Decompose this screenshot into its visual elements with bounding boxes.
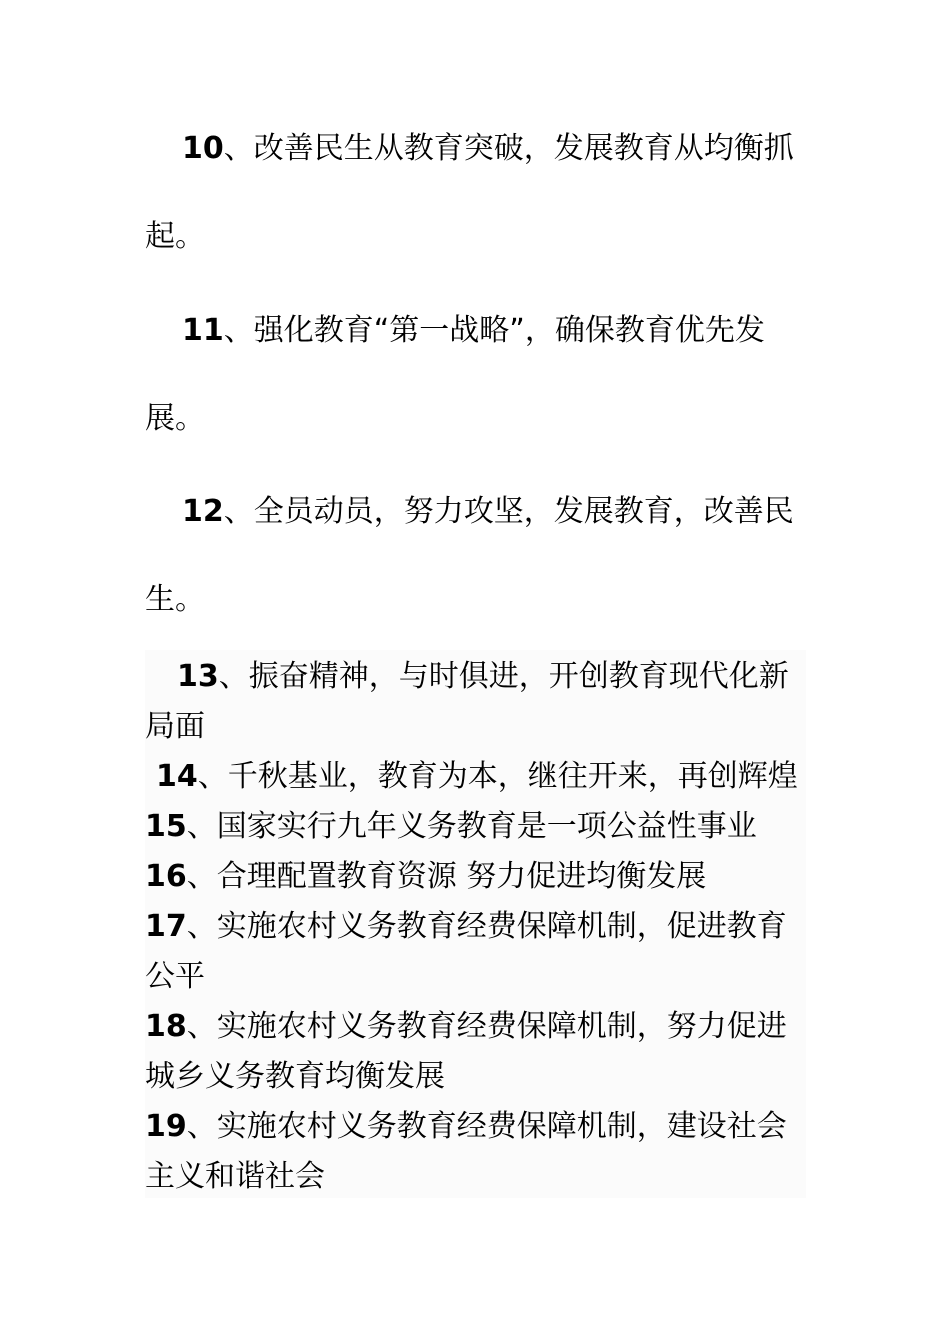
item-text-continuation: 展。	[145, 401, 205, 436]
item-text: 、实施农村义务教育经费保障机制，努力促进	[186, 1009, 787, 1044]
item-number: 12	[182, 494, 224, 529]
item-number: 11	[182, 313, 224, 348]
item-number: 18	[145, 1009, 187, 1044]
list-item	[145, 313, 810, 436]
item-number: 16	[145, 859, 187, 894]
list-item	[145, 752, 810, 802]
item-text: 、振奋精神，与时俱进，开创教育现代化新	[218, 659, 789, 694]
item-text: 、改善民生从教育突破，发展教育从均衡抓	[223, 131, 794, 166]
list-item	[145, 494, 810, 617]
list-item	[145, 802, 810, 852]
item-text: 、全员动员，努力攻坚，发展教育，改善民	[223, 494, 794, 529]
item-number: 10	[182, 131, 224, 166]
item-number: 17	[145, 909, 187, 944]
item-text: 、国家实行九年义务教育是一项公益性事业	[186, 809, 757, 844]
item-number: 14	[156, 759, 198, 794]
item-text-continuation: 起。	[145, 219, 205, 254]
item-text-continuation: 主义和谐社会	[145, 1159, 325, 1194]
item-number: 19	[145, 1109, 187, 1144]
item-number: 15	[145, 809, 187, 844]
item-text-continuation: 局面	[145, 709, 205, 744]
item-text-continuation: 公平	[145, 959, 205, 994]
item-text-continuation: 生。	[145, 582, 205, 617]
item-text: 、实施农村义务教育经费保障机制，建设社会	[186, 1109, 787, 1144]
list-item	[145, 1002, 810, 1102]
item-text: 、千秋基业，教育为本，继往开来，再创辉煌	[197, 759, 798, 794]
list-item	[145, 652, 810, 752]
list-item	[145, 902, 810, 1002]
item-text: 、实施农村义务教育经费保障机制，促进教育	[186, 909, 787, 944]
item-text: 、强化教育“第一战略”，确保教育优先发	[223, 313, 765, 348]
item-text-continuation: 城乡义务教育均衡发展	[145, 1059, 445, 1094]
item-text: 、合理配置教育资源 努力促进均衡发展	[186, 859, 707, 894]
item-number: 13	[177, 659, 219, 694]
list-item	[145, 852, 810, 902]
list-item	[145, 131, 810, 254]
list-item	[145, 1102, 810, 1202]
